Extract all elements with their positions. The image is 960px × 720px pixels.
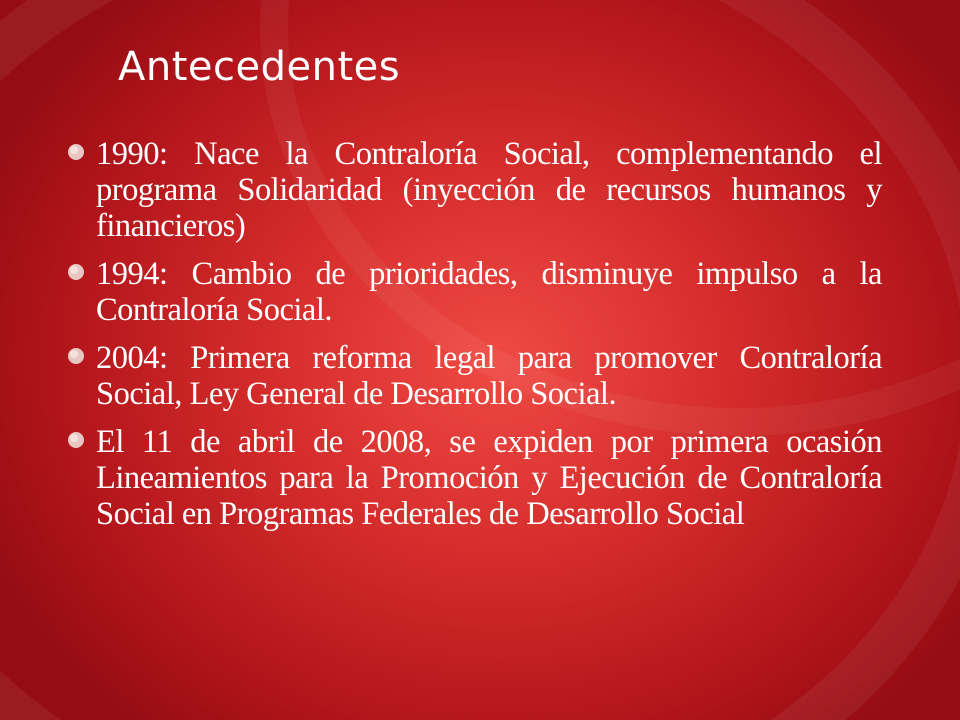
- bullet-circle-icon: [66, 142, 86, 162]
- bullet-circle-icon: [66, 430, 86, 450]
- bullet-text: 1994: Cambio de prioridades, disminuye impulso a la Contraloría Social.: [96, 256, 882, 328]
- bullet-list: [66, 136, 882, 544]
- slide-title: Antecedentes: [118, 44, 401, 90]
- bullet-item: [66, 424, 882, 532]
- bullet-text: 2004: Primera reforma legal para promover Contraloría Social, Ley General de Desarrollo Social.: [96, 340, 882, 412]
- bullet-circle-icon: [66, 346, 86, 366]
- bullet-item: [66, 340, 882, 412]
- bullet-text: El 11 de abril de 2008, se expiden por primera ocasión Lineamientos para la Promoción y Ejecución de Contraloría Social en Programas Federales de Desarrollo Social: [96, 424, 882, 532]
- bullet-item: [66, 136, 882, 244]
- bullet-text: 1990: Nace la Contraloría Social, complementando el programa Solidaridad (inyección de recursos humanos y financieros): [96, 136, 882, 244]
- bullet-circle-icon: [66, 262, 86, 282]
- bullet-item: [66, 256, 882, 328]
